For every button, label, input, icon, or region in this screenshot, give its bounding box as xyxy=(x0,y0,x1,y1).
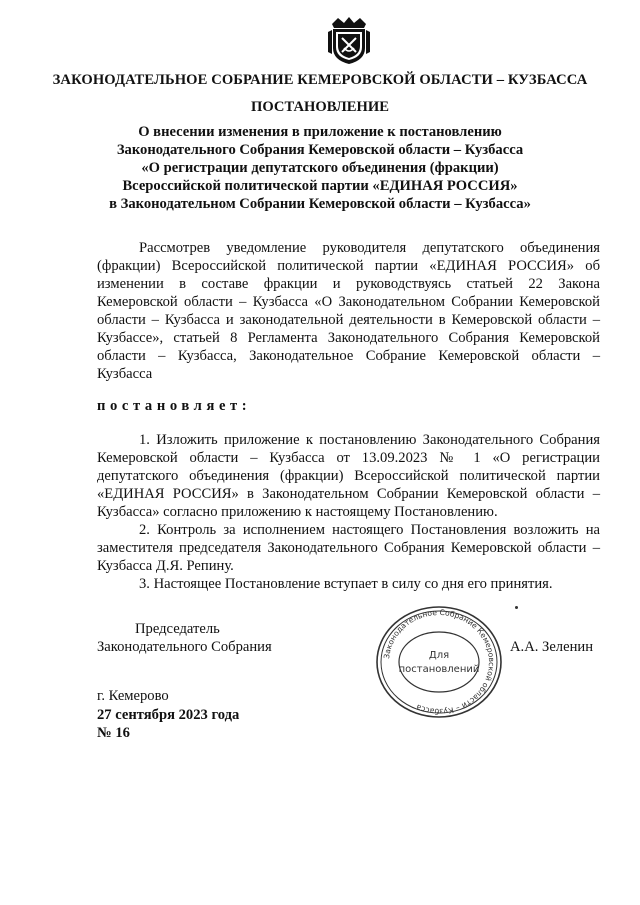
document-title-line: «О регистрации депутатского объединения (фракции) xyxy=(141,160,499,176)
stamp-center-line1: Для xyxy=(428,650,450,661)
item-1-line: Кузбасса» согласно приложению к настоящему Постановлению. xyxy=(97,504,498,520)
item-1-line: Кемеровской области – Кузбасса от 13.09.2023 № 1 «О регистрации xyxy=(97,450,600,466)
preamble-line: области – Кузбасса и законодательной деятельности в Кемеровской области – xyxy=(97,312,600,328)
stamp-ring-text: Законодательное Собрание Кемеровской области – Кузбасса xyxy=(382,607,497,717)
item-2-line: 2. Контроль за исполнением настоящего Постановления возложить на xyxy=(139,522,600,538)
document-title-line: Законодательного Собрания Кемеровской области – Кузбасса xyxy=(116,142,524,158)
preamble-line: Кузбасса xyxy=(97,366,153,382)
document-type: ПОСТАНОВЛЕНИЕ xyxy=(251,99,389,115)
preamble-line: изменении в составе фракции и руководствуясь статьей 22 Закона xyxy=(97,276,600,292)
preamble-line: области – Кузбасса, Законодательное Собрание Кемеровской области – xyxy=(97,348,600,364)
city: г. Кемерово xyxy=(97,688,169,704)
document-number: № 16 xyxy=(97,725,130,741)
stamp-center-line2: постановлений xyxy=(398,664,480,675)
coat-of-arms-emblem xyxy=(328,14,370,66)
preamble-line: Кузбассе», статьей 8 Регламента Законодательного Собрания Кемеровской xyxy=(97,330,600,346)
coat-of-arms-icon xyxy=(328,14,370,66)
item-1-line: 1. Изложить приложение к постановлению Законодательного Собрания xyxy=(139,432,600,448)
item-2-line: заместителя председателя Законодательного Собрания Кемеровской области – xyxy=(97,540,600,556)
organization-name: ЗАКОНОДАТЕЛЬНОЕ СОБРАНИЕ КЕМЕРОВСКОЙ ОБЛАСТИ – КУЗБАССА xyxy=(52,72,588,88)
stamp-seal-icon xyxy=(374,604,504,720)
preamble-line: (фракции) Всероссийской политической партии «ЕДИНАЯ РОССИЯ» об xyxy=(97,258,600,274)
signatory-name: А.А. Зеленин xyxy=(510,639,594,655)
ink-dot xyxy=(515,606,518,609)
document-title-line: Всероссийской политической партии «ЕДИНАЯ РОССИЯ» xyxy=(122,178,518,194)
document-title-line: в Законодательном Собрании Кемеровской области – Кузбасса» xyxy=(109,196,531,212)
document-title-line: О внесении изменения в приложение к постановлению xyxy=(138,124,502,140)
item-1-line: депутатского объединения (фракции) Всероссийской политической партии xyxy=(97,468,600,484)
signatory-position-line2: Законодательного Собрания xyxy=(97,639,272,655)
resolves-heading: постановляет: xyxy=(97,398,252,414)
item-3-line: 3. Настоящее Постановление вступает в силу со дня его принятия. xyxy=(139,576,553,592)
item-1-line: «ЕДИНАЯ РОССИЯ» в Законодательном Собрании Кемеровской области – xyxy=(97,486,600,502)
official-stamp xyxy=(374,604,504,720)
preamble-line: Кемеровской области – Кузбасса «О Законодательном Собрании Кемеровской xyxy=(97,294,600,310)
document-date: 27 сентября 2023 года xyxy=(97,707,240,723)
signatory-position-line1: Председатель xyxy=(135,621,220,637)
preamble-line: Рассмотрев уведомление руководителя депутатского объединения xyxy=(139,240,600,256)
item-2-line: Кузбасса Д.Я. Репину. xyxy=(97,558,234,574)
